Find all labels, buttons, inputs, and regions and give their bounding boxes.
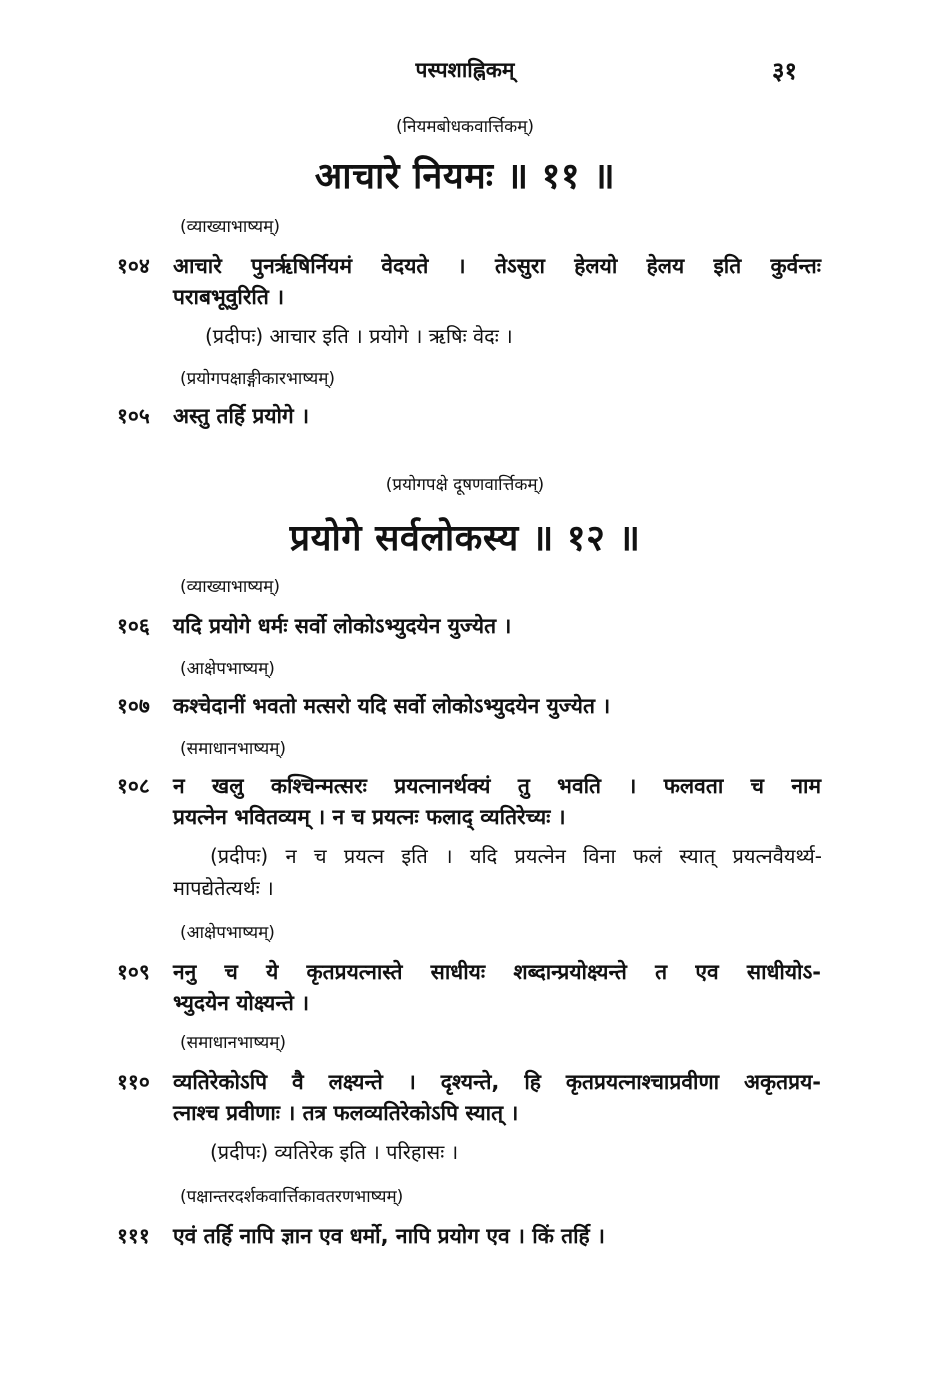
paragraph-line: यदि प्रयोगे धर्मः सर्वो लोकोऽभ्युदयेन युज्येत । — [173, 614, 512, 638]
sutra-heading: प्रयोगे सर्वलोकस्य ॥ १२ ॥ — [289, 518, 641, 559]
commentary-line: (प्रदीपः) व्यतिरेक इति । परिहासः । — [210, 1140, 459, 1164]
section-label: (व्याख्याभाष्यम्) — [180, 217, 280, 237]
section-label: (पक्षान्तरदर्शकवार्त्तिकावतरणभाष्यम्) — [180, 1187, 404, 1207]
paragraph-line: कश्चेदानीं भवतो मत्सरो यदि सर्वो लोकोऽभ्युदयेन युज्येत । — [173, 694, 611, 718]
section-label: (प्रयोगपक्षे दूषणवार्त्तिकम्) — [385, 475, 545, 495]
paragraph-line: भ्युदयेन योक्ष्यन्ते । — [173, 991, 310, 1015]
paragraph-line: अस्तु तर्हि प्रयोगे । — [173, 404, 310, 428]
running-header: पस्पशाह्निकम् — [415, 58, 515, 82]
paragraph-number: १०५ — [117, 404, 150, 428]
section-label: (नियमबोधकवार्त्तिकम्) — [396, 117, 534, 137]
paragraph-number: १०८ — [117, 774, 150, 798]
paragraph-number: १०९ — [117, 960, 150, 984]
paragraph-number: ११० — [117, 1070, 150, 1094]
paragraph-number: १११ — [117, 1224, 150, 1248]
section-label: (समाधानभाष्यम्) — [180, 739, 287, 759]
paragraph-line: न खलु कश्चिन्मत्सरः प्रयत्नानर्थक्यं तु भवति । फलवता च नाम — [173, 774, 821, 798]
paragraph-number: १०४ — [117, 254, 150, 278]
page-number: ३१ — [772, 57, 797, 85]
sutra-heading: आचारे नियमः ॥ ११ ॥ — [314, 156, 616, 197]
section-label: (प्रयोगपक्षाङ्गीकारभाष्यम्) — [180, 369, 336, 389]
paragraph-line: एवं तर्हि नापि ज्ञान एव धर्मो, नापि प्रयोग एव । किं तर्हि । — [173, 1224, 605, 1248]
section-label: (आक्षेपभाष्यम्) — [180, 659, 275, 679]
section-label: (आक्षेपभाष्यम्) — [180, 923, 275, 943]
paragraph-line: ननु च ये कृतप्रयत्नास्ते साधीयः शब्दान्प्रयोक्ष्यन्ते त एव साधीयोऽ- — [173, 960, 821, 984]
paragraph-number: १०७ — [117, 694, 150, 718]
commentary-line: (प्रदीपः) न च प्रयत्न इति । यदि प्रयत्नेन विना फलं स्यात् प्रयत्नवैयर्थ्य- — [210, 844, 822, 868]
commentary-line: (प्रदीपः) आचार इति । प्रयोगे । ऋषिः वेदः । — [205, 324, 513, 348]
paragraph-line: पराबभूवुरिति । — [173, 285, 285, 309]
paragraph-number: १०६ — [117, 614, 150, 638]
commentary-line: मापद्येतेत्यर्थः । — [173, 876, 274, 900]
section-label: (व्याख्याभाष्यम्) — [180, 577, 280, 597]
paragraph-line: प्रयत्नेन भवितव्यम् । न च प्रयत्नः फलाद् व्यतिरेच्यः । — [173, 805, 566, 829]
paragraph-line: आचारे पुनर्ऋषिर्नियमं वेदयते । तेऽसुरा हेलयो हेलय इति कुर्वन्तः — [173, 254, 821, 278]
section-label: (समाधानभाष्यम्) — [180, 1033, 287, 1053]
paragraph-line: व्यतिरेकोऽपि वै लक्ष्यन्ते । दृश्यन्ते, हि कृतप्रयत्नाश्चाप्रवीणा अकृतप्रय- — [173, 1070, 821, 1094]
paragraph-line: त्नाश्च प्रवीणाः । तत्र फलव्यतिरेकोऽपि स्यात् । — [173, 1101, 519, 1125]
